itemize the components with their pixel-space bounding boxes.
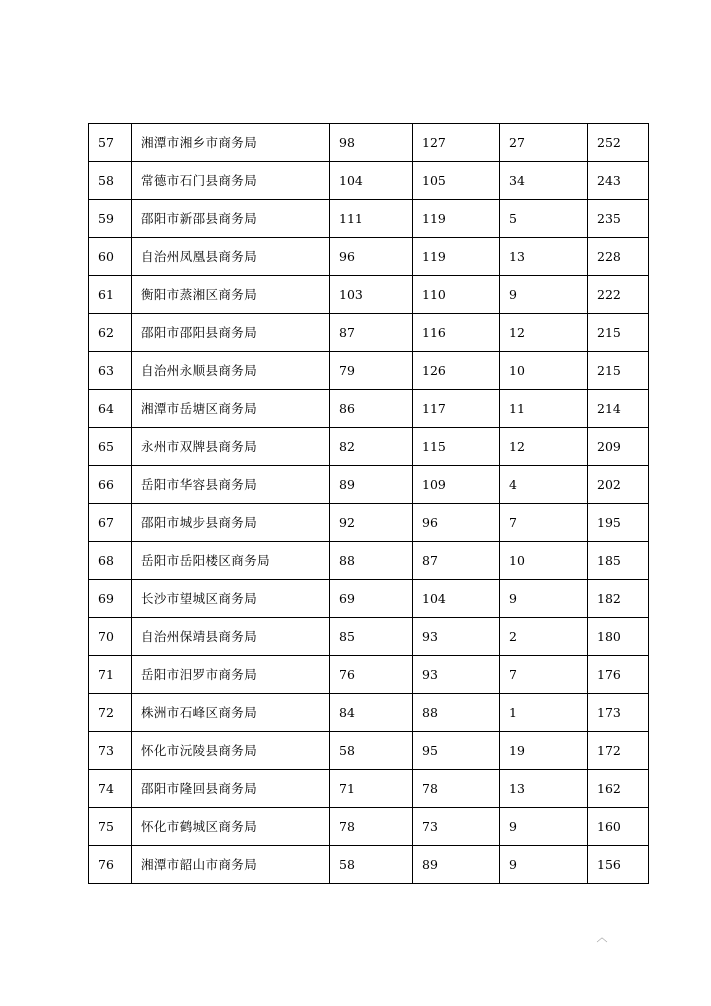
table-cell-value3: 4 [500,466,588,504]
table-cell-total: 173 [588,694,649,732]
table-cell-index: 61 [89,276,132,314]
table-row [89,276,649,314]
table-cell-value3: 7 [500,656,588,694]
table-cell-value1: 87 [330,314,413,352]
table-body [89,124,649,884]
table-cell-value1: 104 [330,162,413,200]
table-cell-index: 62 [89,314,132,352]
table-cell-organization: 怀化市沅陵县商务局 [132,732,330,770]
table-cell-value1: 76 [330,656,413,694]
table-cell-value2: 93 [413,656,500,694]
table-cell-organization: 怀化市鹤城区商务局 [132,808,330,846]
table-cell-total: 185 [588,542,649,580]
table-cell-organization: 邵阳市隆回县商务局 [132,770,330,808]
table-cell-value1: 88 [330,542,413,580]
table-cell-organization: 自治州永顺县商务局 [132,352,330,390]
table-cell-value3: 27 [500,124,588,162]
table-row [89,314,649,352]
table-cell-value1: 85 [330,618,413,656]
table-cell-value1: 82 [330,428,413,466]
table-row [89,428,649,466]
table-cell-index: 71 [89,656,132,694]
table-cell-value2: 126 [413,352,500,390]
table-cell-value2: 89 [413,846,500,884]
table-cell-value1: 78 [330,808,413,846]
table-cell-value1: 58 [330,732,413,770]
table-cell-index: 60 [89,238,132,276]
table-cell-index: 68 [89,542,132,580]
table-cell-value1: 111 [330,200,413,238]
table-cell-value2: 110 [413,276,500,314]
table-cell-value2: 127 [413,124,500,162]
table-cell-organization: 长沙市望城区商务局 [132,580,330,618]
table-cell-value2: 109 [413,466,500,504]
table-cell-value3: 9 [500,846,588,884]
table-cell-value2: 115 [413,428,500,466]
table-cell-organization: 自治州保靖县商务局 [132,618,330,656]
table-cell-organization: 株洲市石峰区商务局 [132,694,330,732]
table-cell-value2: 87 [413,542,500,580]
table-cell-index: 65 [89,428,132,466]
table-cell-total: 202 [588,466,649,504]
table-row [89,694,649,732]
table-cell-organization: 邵阳市邵阳县商务局 [132,314,330,352]
table-cell-organization: 邵阳市城步县商务局 [132,504,330,542]
table-cell-value3: 11 [500,390,588,428]
table-cell-index: 59 [89,200,132,238]
table-cell-index: 73 [89,732,132,770]
table-cell-index: 57 [89,124,132,162]
table-cell-value1: 98 [330,124,413,162]
table-cell-value2: 119 [413,200,500,238]
table-cell-organization: 常德市石门县商务局 [132,162,330,200]
table-cell-value3: 10 [500,352,588,390]
table-cell-value3: 12 [500,314,588,352]
table-cell-value3: 13 [500,770,588,808]
table-row [89,542,649,580]
table-cell-value2: 78 [413,770,500,808]
table-row [89,124,649,162]
table-row [89,238,649,276]
table-cell-organization: 岳阳市汨罗市商务局 [132,656,330,694]
table-cell-value2: 116 [413,314,500,352]
table-cell-index: 66 [89,466,132,504]
table-row [89,580,649,618]
table-row [89,770,649,808]
table-cell-total: 156 [588,846,649,884]
table-row [89,656,649,694]
table-cell-value2: 73 [413,808,500,846]
table-cell-value3: 10 [500,542,588,580]
table-cell-value2: 117 [413,390,500,428]
table-cell-total: 195 [588,504,649,542]
table-cell-value1: 58 [330,846,413,884]
table-cell-value3: 12 [500,428,588,466]
table-cell-organization: 衡阳市蒸湘区商务局 [132,276,330,314]
page-footer-mark: ︿ [596,931,608,944]
table-cell-value1: 69 [330,580,413,618]
table-cell-total: 215 [588,352,649,390]
table-cell-organization: 岳阳市华容县商务局 [132,466,330,504]
table-cell-total: 228 [588,238,649,276]
table-cell-organization: 岳阳市岳阳楼区商务局 [132,542,330,580]
table-cell-total: 215 [588,314,649,352]
table-cell-value3: 1 [500,694,588,732]
table-cell-value1: 92 [330,504,413,542]
table-cell-total: 176 [588,656,649,694]
table-cell-value3: 5 [500,200,588,238]
table-cell-index: 72 [89,694,132,732]
table-cell-value3: 9 [500,580,588,618]
table-row [89,162,649,200]
table-cell-total: 209 [588,428,649,466]
table-cell-total: 243 [588,162,649,200]
table-row [89,390,649,428]
table-row [89,846,649,884]
table-cell-value2: 104 [413,580,500,618]
table-cell-value3: 13 [500,238,588,276]
table-cell-index: 76 [89,846,132,884]
table-cell-total: 252 [588,124,649,162]
table-cell-value3: 2 [500,618,588,656]
table-row [89,808,649,846]
table-cell-value2: 88 [413,694,500,732]
table-cell-index: 74 [89,770,132,808]
table-cell-total: 162 [588,770,649,808]
table-cell-index: 64 [89,390,132,428]
table-cell-total: 214 [588,390,649,428]
table-cell-value1: 103 [330,276,413,314]
table-cell-value3: 34 [500,162,588,200]
table-cell-organization: 湘潭市岳塘区商务局 [132,390,330,428]
table-row [89,200,649,238]
table-cell-organization: 湘潭市韶山市商务局 [132,846,330,884]
table-cell-index: 69 [89,580,132,618]
table-cell-value2: 96 [413,504,500,542]
table-cell-value3: 7 [500,504,588,542]
table-cell-value3: 9 [500,808,588,846]
table-cell-value2: 105 [413,162,500,200]
table-row [89,466,649,504]
data-table [88,123,649,884]
table-cell-value3: 19 [500,732,588,770]
table-row [89,504,649,542]
table-cell-value2: 119 [413,238,500,276]
table-cell-index: 63 [89,352,132,390]
table-row [89,352,649,390]
table-cell-total: 182 [588,580,649,618]
table-cell-value1: 96 [330,238,413,276]
table-row [89,618,649,656]
table-cell-total: 235 [588,200,649,238]
table-cell-organization: 永州市双牌县商务局 [132,428,330,466]
table-cell-index: 75 [89,808,132,846]
table-cell-value1: 71 [330,770,413,808]
table-cell-value2: 95 [413,732,500,770]
table-cell-total: 180 [588,618,649,656]
table-cell-value1: 79 [330,352,413,390]
table-cell-value1: 89 [330,466,413,504]
table-cell-organization: 邵阳市新邵县商务局 [132,200,330,238]
table-cell-total: 172 [588,732,649,770]
table-cell-value1: 86 [330,390,413,428]
table-cell-value1: 84 [330,694,413,732]
table-cell-index: 70 [89,618,132,656]
table-cell-organization: 湘潭市湘乡市商务局 [132,124,330,162]
table-cell-total: 222 [588,276,649,314]
table-cell-index: 58 [89,162,132,200]
table-cell-total: 160 [588,808,649,846]
table-row [89,732,649,770]
table-cell-index: 67 [89,504,132,542]
table-cell-value2: 93 [413,618,500,656]
table-cell-value3: 9 [500,276,588,314]
table-cell-organization: 自治州凤凰县商务局 [132,238,330,276]
